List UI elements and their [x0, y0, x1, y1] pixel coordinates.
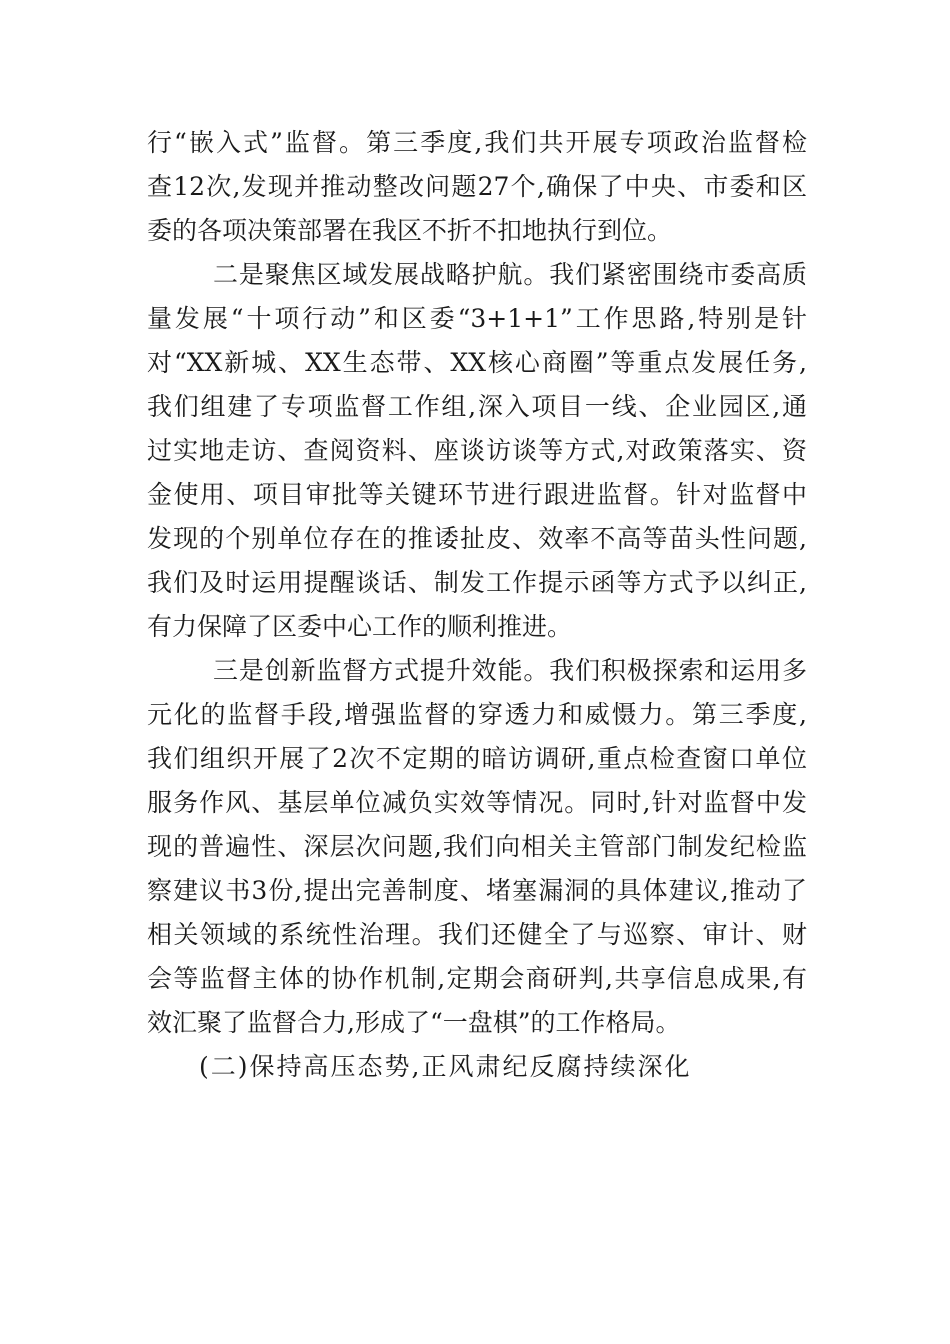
text-line: 我们组建了专项监督工作组,深入项目一线、企业园区,通 [147, 392, 807, 421]
text-line: 行“嵌入式”监督。第三季度,我们共开展专项政治监督检 [147, 128, 807, 157]
text-line: 查12次,发现并推动整改问题27个,确保了中央、市委和区 [147, 172, 807, 201]
text-line: 委的各项决策部署在我区不折不扣地执行到位。 [147, 216, 673, 245]
text-line: 我们及时运用提醒谈话、制发工作提示函等方式予以纠正, [147, 568, 807, 597]
text-line: 三是创新监督方式提升效能。我们积极探索和运用多 [213, 656, 807, 685]
text-line: 元化的监督手段,增强监督的穿透力和威慑力。第三季度, [147, 700, 807, 729]
text-line: 过实地走访、查阅资料、座谈访谈等方式,对政策落实、资 [147, 436, 807, 465]
text-line: 我们组织开展了2次不定期的暗访调研,重点检查窗口单位 [147, 744, 807, 773]
text-line: 会等监督主体的协作机制,定期会商研判,共享信息成果,有 [147, 964, 807, 993]
text-line: 效汇聚了监督合力,形成了“一盘棋”的工作格局。 [147, 1008, 681, 1037]
text-line: 现的普遍性、深层次问题,我们向相关主管部门制发纪检监 [147, 832, 807, 861]
paragraph-regional-strategy [147, 253, 807, 649]
text-line: 金使用、项目审批等关键环节进行跟进监督。针对监督中 [147, 480, 807, 509]
text-line: 有力保障了区委中心工作的顺利推进。 [147, 612, 573, 641]
text-line: 相关领域的系统性治理。我们还健全了与巡察、审计、财 [147, 920, 807, 949]
text-line: 二是聚焦区域发展战略护航。我们紧密围绕市委高质 [213, 260, 807, 289]
document-page [147, 121, 807, 1089]
text-line: 察建议书3份,提出完善制度、堵塞漏洞的具体建议,推动了 [147, 876, 807, 905]
paragraph-innovative-supervision [147, 649, 807, 1045]
section-heading: (二)保持高压态势,正风肃纪反腐持续深化 [199, 1052, 692, 1081]
text-line: 发现的个别单位存在的推诿扯皮、效率不高等苗头性问题, [147, 524, 807, 553]
text-line: 服务作风、基层单位减负实效等情况。同时,针对监督中发 [147, 788, 807, 817]
text-line: 对“XX新城、XX生态带、XX核心商圈”等重点发展任务, [147, 348, 807, 377]
text-line: 量发展“十项行动”和区委“3+1+1”工作思路,特别是针 [147, 304, 807, 333]
paragraph-continued [147, 121, 807, 253]
